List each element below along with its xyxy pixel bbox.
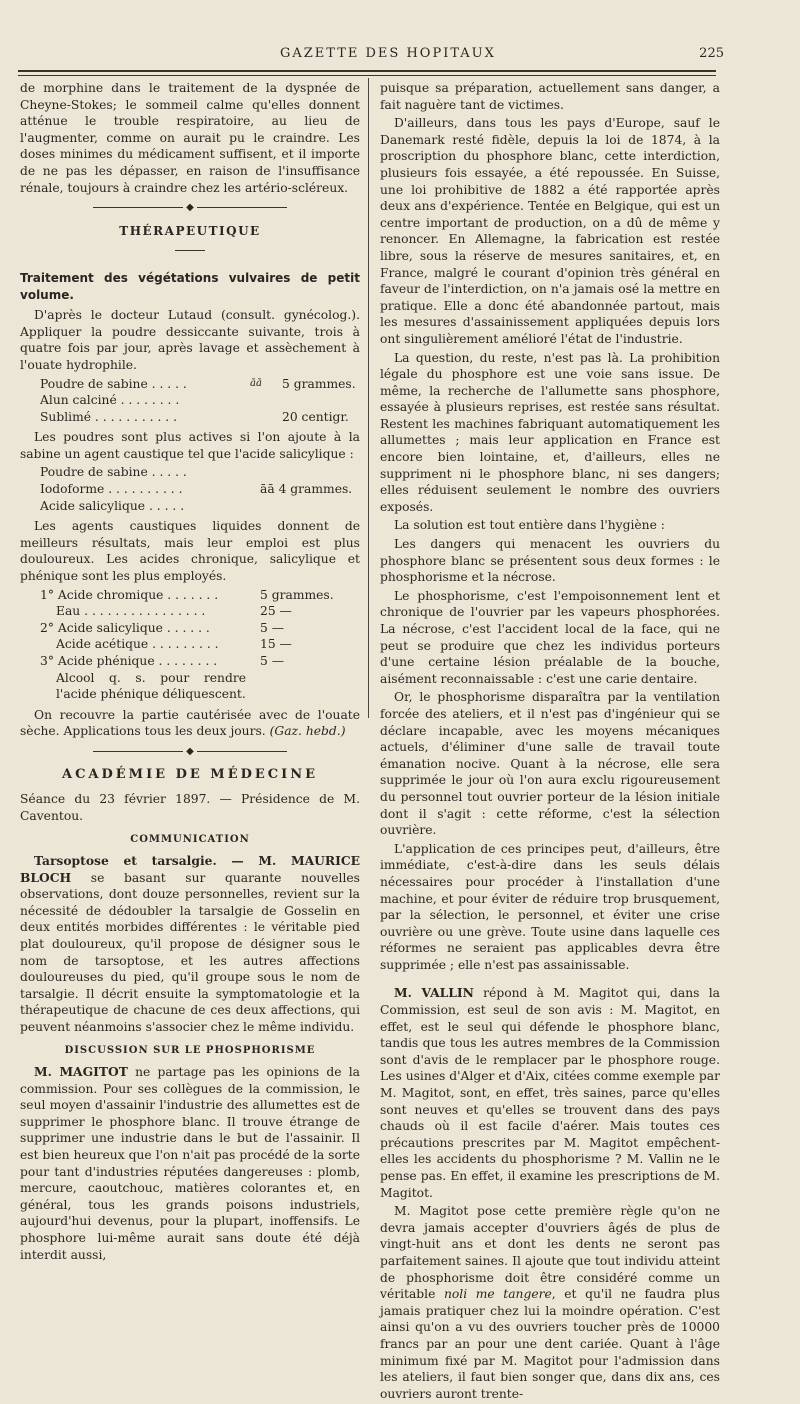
section-heading-academie: ACADÉMIE DE MÉDECINE xyxy=(61,766,318,782)
paragraph: La question, du reste, n'est pas là. La prohibition légale du phosphore est une voie sans issue. De même, la recherche de l'allumette sans phosphore, essayée à plusieurs reprises, est restée sans résultat. Restent les machines fabriquant automatiquement les allumettes ; mais leur application en France est encore bien lointaine, et, d'ailleurs, elles ne suppriment ni le phosphore blanc, ni ses dangers; elles réduisent seulement le nombre des ouvriers exposés. xyxy=(380,350,720,514)
section-separator: ◆ xyxy=(20,744,360,761)
paragraph: puisque sa préparation, actuellement sans danger, a fait naguère tant de victimes. xyxy=(380,81,720,112)
paragraph: La solution est tout entière dans l'hygiène : xyxy=(394,518,665,533)
paragraph: Or, le phosphorisme disparaîtra par la ventilation forcée des ateliers, et il n'est pas d'ingénieur qui se déclare incapable, avec les moyens mécaniques actuels, d'éliminer d'une salle de travail toute émanation nocive. Quant à la nécrose, elle sera supprimée le jour où l'on aura exclu rigoureusement du personnel tout ouvrier porteur de la lésion initiale dont il s'agit : cette réforme, c'est la sélection ouvrière. xyxy=(380,690,720,838)
subheading-communication: COMMUNICATION xyxy=(130,834,250,846)
recipe-2: Poudre de sabine . . . . . Iodoforme . . . . . . . . . . āā 4 grammes. Acide salicylique . . . . . xyxy=(40,465,353,513)
paragraph: de morphine dans le traitement de la dyspnée de Cheyne-Stokes; le sommeil calme qu'elles donnent atténue le trouble respiratoire, au lieu de l'augmenter, comme on aurait pu le craindre. Les doses minimes du médicament suffisent, et il importe de ne pas les dépasser, en raison de l'insuffisance rénale, toujours à craindre chez les artério-scléreux. xyxy=(20,81,360,195)
paragraph: L'application de ces principes peut, d'ailleurs, être immédiate, c'est-à-dire dans les seuls délais nécessaires pour procéder à l'installation d'une machine, et pour éviter de réduire trop brusquement, par la sélection, le personnel, et éviter une crise ouvrière ou une grève. Toute usine dans laquelle ces réformes ne seraient pas applicables devra être supprimée ; elle n'est pas assainissable. xyxy=(380,841,720,972)
recipe-3: 1° Acide chromique . . . . . . . 5 grammes. Eau . . . . . . . . . . . . . . . . 25 — 2° Acide salicylique . . . . . . 5 — Acide acétique . . . . . . . . . 15 — 3° Acide phénique . . . . . . . . 5 — Alcool q. s. pour rendre l'acide phénique déliquescent. xyxy=(40,587,334,702)
paragraph: M. VALLIN répond à M. Magitot qui, dans la Commission, est seul de son avis : M. Magitot, en effet, est le seul qui défende le phosphore blanc, tandis que tous les autres membres de la Commission sont d'avis de le remplacer par le phosphore rouge. Les usines d'Alger et d'Aix, citées comme exemple par M. Magitot, sont, en effet, très saines, parce qu'elles sont neuves et qu'elles se trouvent dans des pays chauds où il est facile d'aérer. Mais toutes ces précautions prescrites par M. Magitot empêchent-elles les accidents du phosphorisme ? M. Vallin ne le pense pas. En effet, il examine les prescriptions de M. Magitot. xyxy=(380,985,720,1200)
session-line: Séance du 23 février 1897. — Présidence de M. Caventou. xyxy=(20,792,360,823)
source-citation: (Gaz. hebd.) xyxy=(269,724,346,739)
journal-title: GAZETTE DES HOPITAUX xyxy=(280,46,496,61)
speaker-name: M. VALLIN xyxy=(394,985,474,1001)
paragraph: Le phosphorisme, c'est l'empoisonnement lent et chronique de l'ouvrier par les vapeurs phosphorées. La nécrose, c'est l'accident local de la face, qui ne peut se produire que chez les individus porteurs d'une certaine lésion préalable de la bouche, aisément reconnaissable : c'est une carie dentaire. xyxy=(380,588,720,686)
left-column xyxy=(20,80,360,1265)
recipe-1 xyxy=(20,376,360,426)
page-number: 225 xyxy=(699,46,724,61)
subheading-discussion: DISCUSSION SUR LE PHOSPHORISME xyxy=(64,1045,316,1057)
paragraph: On recouvre la partie cautérisée avec de l'ouate sèche. Applications tous les deux jours. (Gaz. hebd.) xyxy=(20,707,360,739)
paragraph: Les poudres sont plus actives si l'on ajoute à la sabine un agent caustique tel que l'acide salicylique : xyxy=(20,430,360,461)
header-rule xyxy=(18,70,716,76)
paragraph: Les dangers qui menacent les ouvriers du phosphore blanc se présentent sous deux formes : le phosphorisme et la nécrose. xyxy=(380,537,720,585)
paragraph: Tarsoptose et tarsalgie. — M. MAURICE BLOCH se basant sur quarante nouvelles observations, dont douze personnelles, revient sur la nécessité de dédoubler la tarsalgie de Gosselin en deux entités morbides différentes : le véritable pied plat douloureux, qu'il propose de désigner sous le nom de tarsoptose, et les autres affections douloureuses du pied, qu'il groupe sous le nom de tarsalgie. Il décrit ensuite la symptomatologie et la thérapeutique de chacune de ces deux affections, qui peuvent néanmoins s'associer chez le même individu. xyxy=(20,852,360,1034)
paragraph: D'après le docteur Lutaud (consult. gynécolog.). Appliquer la poudre dessiccante suivante, trois à quatre fois par jour, après lavage et assèchement à l'ouate hydrophile. xyxy=(20,308,360,372)
paragraph: M. MAGITOT ne partage pas les opinions de la commission. Pour ses collègues de la commission, le seul moyen d'assainir l'industrie des allumettes est de supprimer le phosphore blanc. Il trouve étrange de supprimer une industrie dans le but de l'assainir. Il est bien heureux que l'on n'ait pas procédé de la sorte pour tant d'industries réputées dangereuses : plomb, mercure, caoutchouc, matières colorantes et, en général, tous les grands poisons industriels, aujourd'hui devenus, pour la plupart, inoffensifs. Le phosphore lui-même aurait sans doute été déjà interdit aussi, xyxy=(20,1064,360,1262)
section-separator: ◆ xyxy=(20,200,360,217)
paragraph: Les agents caustiques liquides donnent de meilleurs résultats, mais leur emploi est plus douloureux. Les acides chronique, salicylique et phénique sont les plus employés. xyxy=(20,519,360,584)
latin-phrase: noli me tangere xyxy=(443,1287,552,1302)
right-column xyxy=(380,80,720,1404)
section-heading-therapeutique: THÉRAPEUTIQUE xyxy=(119,223,261,238)
recipe-line: Poudre de sabine . . . . . āā 5 grammes. xyxy=(40,376,356,391)
speaker-name: M. MAGITOT xyxy=(34,1064,128,1080)
page-header xyxy=(20,46,724,66)
short-rule xyxy=(20,243,360,260)
paragraph: D'ailleurs, dans tous les pays d'Europe, sauf le Danemark resté fidèle, depuis la loi de 1874, à la proscription du phosphore blanc, cette interdiction, plusieurs fois essayée, a été repoussée. En Suisse, une loi prohibitive de 1882 a été rapportée après deux ans d'expérience. Tentée en Belgique, qui est un centre important de production, on a dû de même y renoncer. En Allemagne, la fabrication est restée libre, sous la réserve de mesures sanitaires, et, en France, malgré le courant d'opinion très général en faveur de l'interdiction, on n'a jamais osé la mettre en pratique. Elle a donc été abandonnée partout, mais les mesures d'assainissement appliquées depuis lors ont singulièrement amélioré l'état de l'industrie. xyxy=(380,116,720,346)
article-title: Traitement des végétations vulvaires de petit volume. xyxy=(20,270,360,302)
column-divider xyxy=(368,78,369,718)
communication-title: Tarsoptose et tarsalgie. — M. MAURICE BLOCH xyxy=(20,852,360,885)
paragraph: M. Magitot pose cette première règle qu'on ne devra jamais accepter d'ouvriers âgés de plus de vingt-huit ans et dont les dents ne seront pas parfaitement saines. Il ajoute que tout individu atteint de phosphorisme doit être considéré comme un véritable noli me tangere, et qu'il ne faudra plus jamais pratiquer chez lui la moindre opération. C'est ainsi qu'on a vu des ouvriers toucher près de 10000 francs par an pour une dent cariée. Quant à l'âge minimum fixé par M. Magitot pour l'admission dans les ateliers, il faut bien songer que, dans dix ans, ces ouvriers auront trente- xyxy=(380,1204,720,1401)
recipe-line: Alun calciné . . . . . . . . xyxy=(40,393,180,408)
recipe-line: Sublimé . . . . . . . . . . . 20 centigr. xyxy=(40,409,349,424)
